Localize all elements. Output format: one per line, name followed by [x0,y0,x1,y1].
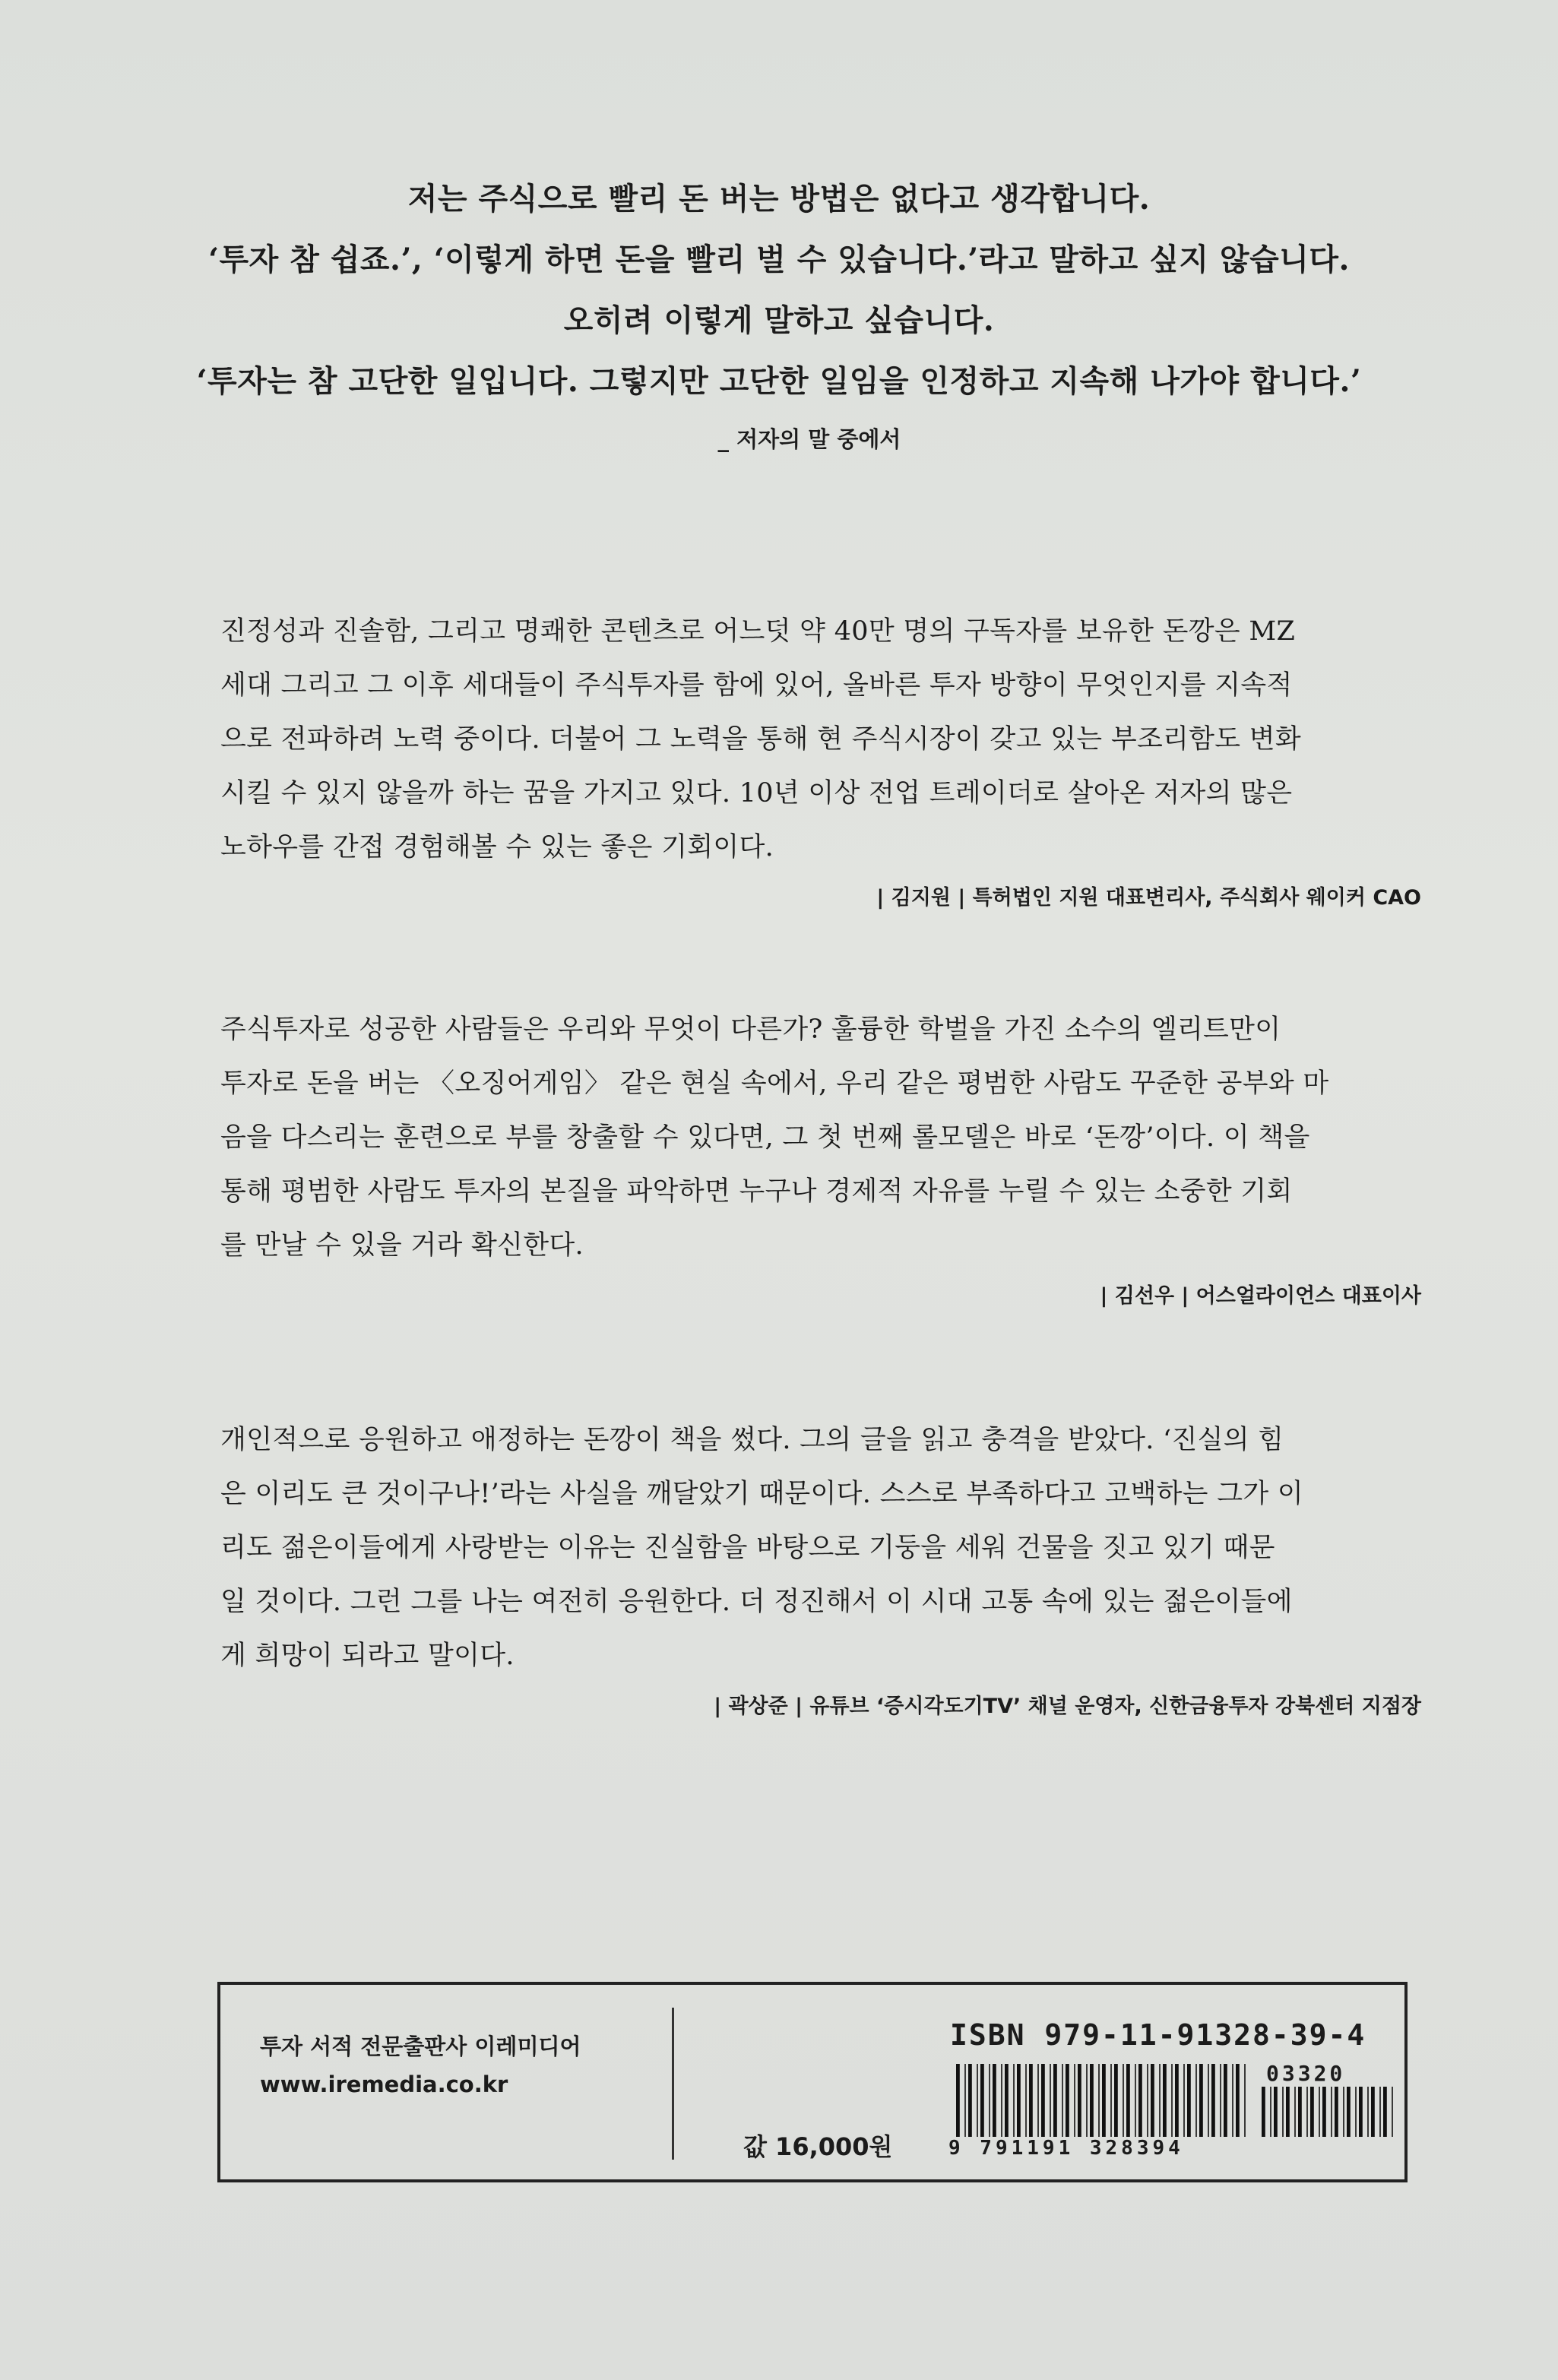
review-line: 진정성과 진솔함, 그리고 명쾌한 콘텐츠로 어느덧 약 40만 명의 구독자를 보유한 돈깡은 MZ [220,616,1296,647]
barcode-bar [956,2064,960,2137]
barcode-bar [1135,2064,1136,2137]
barcode-bar [1286,2087,1290,2137]
price-label: 값 16,000원 [743,2132,893,2161]
barcode-bar [1123,2064,1124,2137]
barcode-bar [980,2064,984,2137]
barcode-bar [1187,2064,1191,2137]
barcode-bar [1331,2087,1332,2137]
publisher-name: 투자 서적 전문출판사 이레미디어 [260,2033,581,2059]
barcode-bar [1244,2064,1246,2137]
barcode-bar [1013,2064,1015,2137]
barcode-bar [1379,2087,1381,2137]
barcode-bar [1224,2064,1227,2137]
addon-barcode-icon [1260,2064,1397,2137]
barcode-digits: 9 791191 328394 [948,2137,1184,2160]
barcode-bar [1306,2087,1308,2137]
review-line: 음을 다스리는 훈련으로 부를 창출할 수 있다면, 그 첫 번째 롤모델은 바로 ‘돈깡’이다. 이 책을 [220,1122,1310,1153]
barcode-bar [1102,2064,1106,2137]
review-line: 를 만날 수 있을 거라 확신한다. [220,1230,584,1261]
barcode-bar [1086,2064,1088,2137]
review-line: 으로 전파하려 노력 중이다. 더불어 그 노력을 통해 현 주식시장이 갖고 있는 부조리함도 변화 [220,724,1302,755]
barcode-bar [1001,2064,1002,2137]
barcode-bar [1005,2064,1009,2137]
barcode-icon [955,2064,1251,2137]
review-line: 시킬 수 있지 않을까 하는 꿈을 가지고 있다. 10년 이상 전업 트레이더로 살아온 저자의 많은 [220,778,1293,809]
barcode-bar [993,2064,996,2137]
barcode-bar [1310,2087,1314,2137]
barcode-bar [1090,2064,1094,2137]
barcode-bar [1199,2064,1203,2137]
review-line: 리도 젊은이들에게 사랑받는 이유는 진실함을 바탕으로 기둥을 세워 건물을 짓고 있기 때문 [220,1533,1275,1563]
barcode-bar [1151,2064,1154,2137]
barcode-bar [1282,2087,1284,2137]
barcode-bar [1347,2087,1351,2137]
barcode-bar [1383,2087,1387,2137]
quote-line: ‘투자는 참 고단한 일입니다. 그렇지만 고단한 일임을 인정하고 지속해 나가야 합니다.’ [196,363,1362,399]
barcode-bar [1367,2087,1369,2137]
barcode-bar [1319,2087,1320,2137]
barcode-bar [1270,2087,1271,2137]
quote-line: ‘투자 참 쉽죠.’, ‘이렇게 하면 돈을 빨리 벌 수 있습니다.’라고 말하고 싶지 않습니다. [208,242,1350,277]
barcode-bar [1098,2064,1100,2137]
barcode-bar [977,2064,978,2137]
barcode-bar [1392,2087,1393,2137]
review-line: 통해 평범한 사람도 투자의 본질을 파악하면 누구나 경제적 자유를 누릴 수 있는 소중한 기회 [220,1176,1293,1207]
barcode-bar [1274,2087,1278,2137]
quote-source: _ 저자의 말 중에서 [717,426,901,452]
publisher-website: www.iremedia.co.kr [260,2071,508,2097]
barcode-bar [1343,2087,1344,2137]
quote-line: 저는 주식으로 빨리 돈 버는 방법은 없다고 생각합니다. [407,181,1151,217]
barcode-bar [968,2064,972,2137]
publisher-info [260,2027,581,2103]
barcode-bar [1078,2064,1081,2137]
review-attribution: | 김선우 | 어스얼라이언스 대표이사 [1100,1284,1421,1308]
review-kim-jiwon [220,605,1421,910]
review-line: 일 것이다. 그런 그를 나는 여전히 응원한다. 더 정진해서 이 시대 고통 속에 있는 젊은이들에 [220,1587,1293,1617]
review-kwak-sangjun [220,1413,1421,1719]
quote-line: 오히려 이렇게 말하고 싶습니다. [563,302,995,338]
barcode-bar [1171,2064,1173,2137]
review-line: 투자로 돈을 버는 〈오징어게임〉 같은 현실 속에서, 우리 같은 평범한 사람도 꾸준한 공부와 마 [220,1068,1329,1099]
isbn-label: ISBN 979-11-91328-39-4 [950,2018,1366,2052]
barcode-bar [1110,2064,1112,2137]
barcode-bar [1074,2064,1075,2137]
barcode-bar [1195,2064,1197,2137]
barcode-bar [1114,2064,1118,2137]
divider [672,2008,674,2160]
author-quote [152,169,1406,454]
barcode-bar [1335,2087,1338,2137]
barcode-bar [1236,2064,1240,2137]
barcode-bar [1147,2064,1148,2137]
publisher-info-box [217,1982,1408,2182]
barcode-bar [1062,2064,1063,2137]
barcode-bar [1183,2064,1185,2137]
review-line: 주식투자로 성공한 사람들은 우리와 무엇이 다른가? 훌륭한 학벌을 가진 소수의 엘리트만이 [220,1014,1281,1045]
barcode-bar [1262,2087,1265,2137]
barcode-bar [1232,2064,1233,2137]
barcode-bar [1017,2064,1021,2137]
barcode-bar [1211,2064,1215,2137]
barcode-bar [1163,2064,1167,2137]
barcode-bar [964,2064,966,2137]
barcode-bar [1322,2087,1326,2137]
barcode-bar [1126,2064,1130,2137]
barcode-bar [1138,2064,1142,2137]
barcode-bar [1298,2087,1302,2137]
barcode-bar [1066,2064,1069,2137]
barcode-bar [1220,2064,1221,2137]
barcode-bar [1159,2064,1161,2137]
barcode-bar [1050,2064,1051,2137]
review-line: 세대 그리고 그 이후 세대들이 주식투자를 함에 있어, 올바른 투자 방향이 무엇인지를 지속적 [220,670,1293,701]
barcode-bar [1355,2087,1357,2137]
barcode-bar [1294,2087,1296,2137]
review-line: 개인적으로 응원하고 애정하는 돈깡이 책을 썼다. 그의 글을 읽고 충격을 받았다. ‘진실의 힘 [220,1425,1284,1455]
barcode-bar [1175,2064,1179,2137]
review-kim-seonwoo [220,1003,1421,1309]
review-attribution: | 김지원 | 특허법인 지원 대표변리사, 주식회사 웨이커 CAO [876,886,1421,910]
barcode-bar [1053,2064,1057,2137]
barcode-bar [1208,2064,1209,2137]
review-line: 은 이리도 큰 것이구나!’라는 사실을 깨달았기 때문이다. 스스로 부족하다고 고백하는 그가 이 [220,1479,1303,1509]
barcode-bar [1371,2087,1375,2137]
review-attribution: | 곽상준 | 유튜브 ‘증시각도기TV’ 채널 운영자, 신한금융투자 강북센터 지점장 [714,1695,1421,1718]
barcode-bar [1029,2064,1033,2137]
barcode-bar [1037,2064,1039,2137]
review-line: 노하우를 간접 경험해볼 수 있는 좋은 기회이다. [220,832,774,862]
barcode-bar [989,2064,990,2137]
barcode-bar [1041,2064,1045,2137]
barcode-bar [1025,2064,1027,2137]
review-line: 게 희망이 되라고 말이다. [220,1641,515,1671]
addon-code: 03320 [1266,2061,1346,2086]
barcode-bar [1359,2087,1363,2137]
